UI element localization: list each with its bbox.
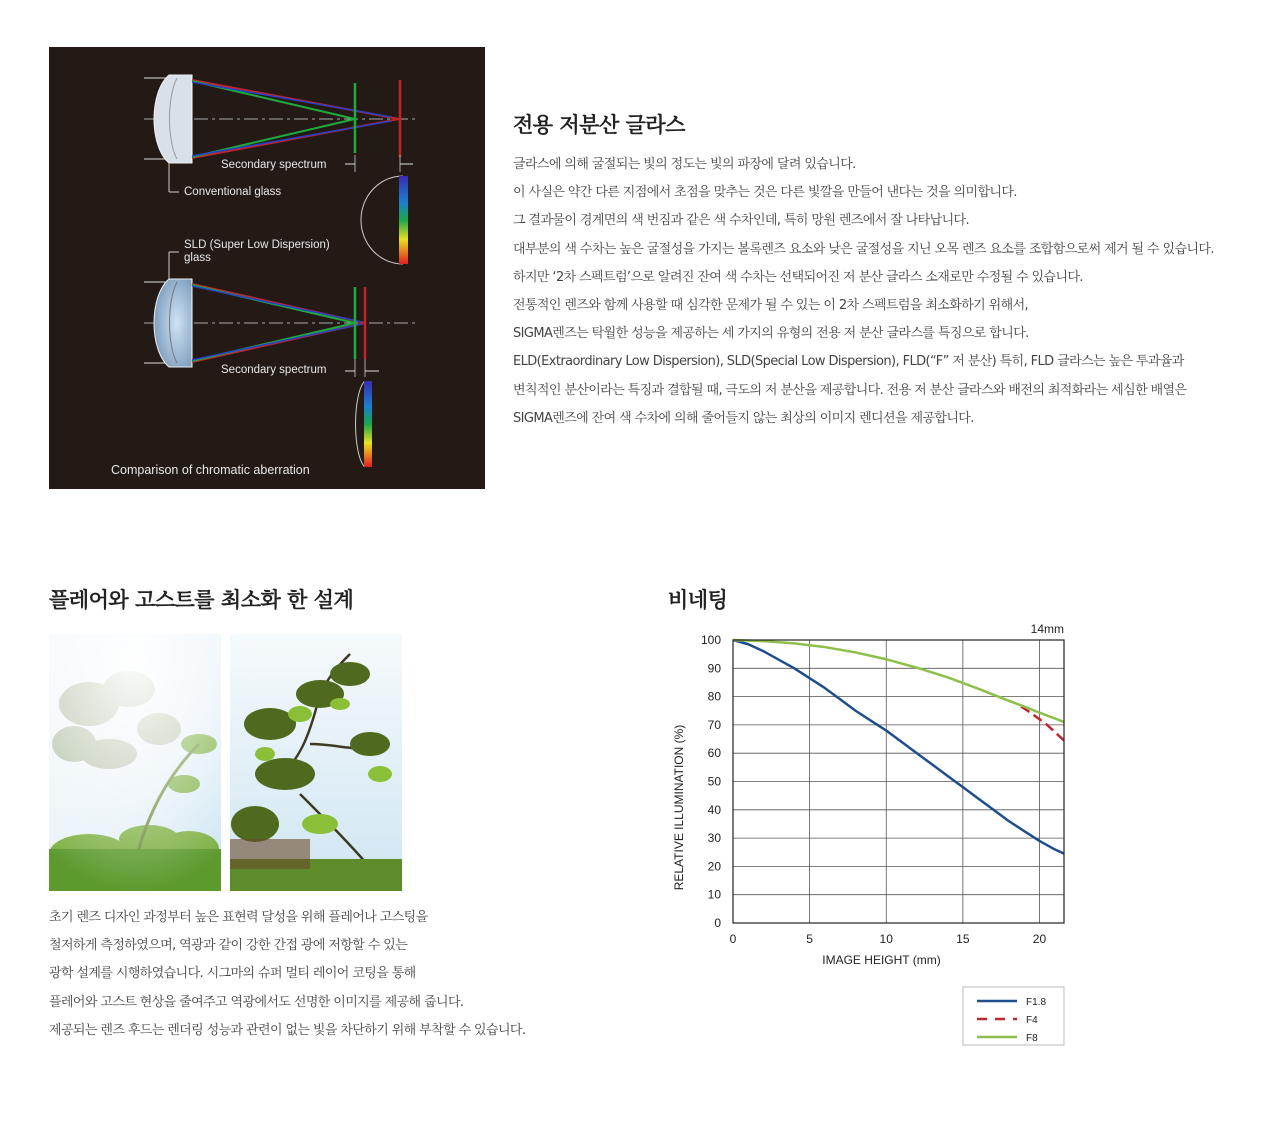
paragraph-line: 이 사실은 약간 다른 지점에서 초점을 맞추는 것은 다른 빛깔을 만들어 낸다는 것을 의미합니다. xyxy=(513,185,1017,201)
sld-glass-label-1: SLD (Super Low Dispersion) xyxy=(184,239,330,251)
y-tick-label: 50 xyxy=(707,774,721,789)
flare-section-paragraph xyxy=(49,904,525,1045)
paragraph-line: 변칙적인 분산이라는 특징과 결합될 때, 극도의 저 분산을 제공합니다. 전용 저 분산 글라스와 배전의 최적화라는 세심한 배열은 xyxy=(513,382,1187,398)
x-tick-label: 15 xyxy=(956,932,970,946)
x-axis-label: IMAGE HEIGHT (mm) xyxy=(822,953,941,967)
diagram-caption: Comparison of chromatic aberration xyxy=(111,463,310,477)
legend-label: F1.8 xyxy=(1026,997,1047,1008)
sld-section-title: 전용 저분산 글라스 xyxy=(513,113,685,137)
x-tick-label: 0 xyxy=(729,932,737,946)
series-line-f8 xyxy=(733,640,1064,722)
sld-lens-system xyxy=(144,239,419,467)
paragraph-line: 초기 렌즈 디자인 과정부터 높은 표현력 달성을 위해 플레어나 고스팅을 xyxy=(49,910,428,925)
paragraph-line: 제공되는 렌즈 후드는 렌더링 성능과 관련이 없는 빛을 차단하기 위해 부착할 수 있습니다. xyxy=(49,1022,526,1038)
chart-legend xyxy=(963,987,1064,1045)
paragraph-line: 글라스에 의해 굴절되는 빛의 정도는 빛의 파장에 달려 있습니다. xyxy=(513,157,856,172)
chromatic-aberration-diagram xyxy=(49,47,485,489)
chart-title: 14mm xyxy=(1030,622,1064,636)
conventional-glass-label: Conventional glass xyxy=(184,186,282,198)
flare-sample-photo-with-flare xyxy=(49,634,221,891)
paragraph-line: 철저하게 측정하였으며, 역광과 같이 강한 간접 광에 저항할 수 있는 xyxy=(49,938,408,954)
paragraph-line: SIGMA렌즈에 잔여 색 수차에 의해 줄어들지 않는 최상의 이미지 렌디션을 제공합니다. xyxy=(513,410,974,426)
y-tick-label: 80 xyxy=(707,689,721,704)
legend-label: F8 xyxy=(1026,1033,1038,1044)
sld-section-paragraph xyxy=(513,151,1214,433)
chart-series xyxy=(733,640,1064,854)
paragraph-line: ELD(Extraordinary Low Dispersion), SLD(Special Low Dispersion), FLD(“F” 저 분산) 특히, FLD 글라스는 높은 투과율과 xyxy=(513,354,1184,370)
flare-sample-photo-without-flare xyxy=(230,634,402,891)
y-tick-label: 40 xyxy=(707,802,721,817)
y-tick-label: 70 xyxy=(707,717,721,732)
paragraph-line: 광학 설계를 시행하였습니다. 시그마의 슈퍼 멀티 레이어 코팅을 통해 xyxy=(49,966,416,982)
y-tick-label: 100 xyxy=(700,633,721,647)
legend-label: F4 xyxy=(1026,1015,1038,1026)
secondary-spectrum-label-1: Secondary spectrum xyxy=(221,159,327,171)
flare-section-title: 플레어와 고스트를 최소화 한 설계 xyxy=(49,588,354,612)
paragraph-line: 플레어와 고스트 현상을 줄여주고 역광에서도 선명한 이미지를 제공해 줍니다. xyxy=(49,994,464,1010)
x-tick-label: 5 xyxy=(806,932,813,946)
paragraph-line: 전통적인 렌즈와 함께 사용할 때 심각한 문제가 될 수 있는 이 2차 스펙트럼을 최소화하기 위해서, xyxy=(513,297,1029,313)
secondary-spectrum-label-2: Secondary spectrum xyxy=(221,364,327,376)
paragraph-line: 대부분의 색 수차는 높은 굴절성을 가지는 볼록렌즈 요소와 낮은 굴절성을 지닌 오목 렌즈 요소를 조합함으로써 제거 될 수 있습니다. xyxy=(513,241,1214,257)
x-tick-label: 20 xyxy=(1032,932,1047,946)
series-line-f4 xyxy=(1021,707,1064,741)
paragraph-line: SIGMA렌즈는 탁월한 성능을 제공하는 세 가지의 유형의 전용 저 분산 글라스를 특징으로 합니다. xyxy=(513,326,1029,342)
chart-grid xyxy=(733,640,1064,923)
y-axis-label: RELATIVE ILLUMINATION (%) xyxy=(672,724,686,891)
x-tick-label: 10 xyxy=(879,932,893,946)
sld-glass-label-2: glass xyxy=(184,252,211,264)
y-axis-ticks xyxy=(701,633,721,930)
vignetting-chart xyxy=(660,615,1080,1055)
y-tick-label: 30 xyxy=(707,831,721,846)
series-line-f1-8 xyxy=(733,640,1064,854)
paragraph-line: 그 결과물이 경계면의 색 번짐과 같은 색 수차인데, 특히 망원 렌즈에서 잘 나타납니다. xyxy=(513,213,970,229)
vignetting-section-title: 비네팅 xyxy=(668,588,728,612)
y-tick-label: 60 xyxy=(707,746,721,761)
y-tick-label: 0 xyxy=(714,916,721,930)
y-tick-label: 90 xyxy=(707,661,721,676)
y-tick-label: 20 xyxy=(707,859,721,874)
y-tick-label: 10 xyxy=(707,887,721,902)
x-axis-ticks xyxy=(730,932,1047,946)
conventional-lens-system xyxy=(144,75,419,264)
paragraph-line: 하지만 ‘2차 스펙트럼’으로 알려진 잔여 색 수차는 선택되어진 저 분산 글라스 소재로만 수정될 수 있습니다. xyxy=(513,269,1083,285)
